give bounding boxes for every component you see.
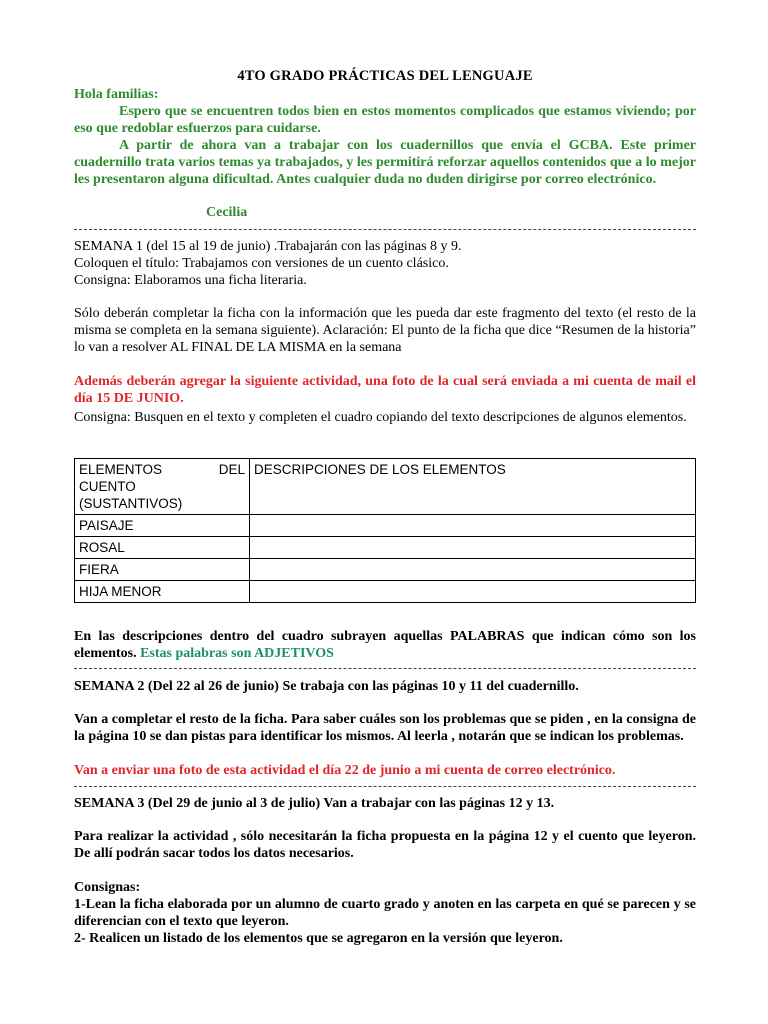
table-cell-description[interactable]	[250, 581, 696, 603]
table-header-descripciones: DESCRIPCIONES DE LOS ELEMENTOS	[250, 459, 696, 515]
consignas-label: Consignas:	[74, 880, 141, 895]
table-cell-element: HIJA MENOR	[75, 581, 250, 603]
consigna-label: Consigna:	[74, 273, 131, 288]
signature: Cecilia	[206, 205, 248, 220]
table-cell-description[interactable]	[250, 559, 696, 581]
intro-paragraph-2: A partir de ahora van a trabajar con los cuadernillos que envía el GCBA. Este primer cuadernillo trata varios temas ya trabajados, y les permitirá reforzar aquellos contenidos que a lo mejor les presentaron alguna dificultad. Antes cualquier duda no duden dirigirse por correo electrónico.	[74, 138, 696, 187]
actividad-red-date: 15 DE JUNIO	[96, 391, 181, 406]
actividad-red-text: Además deberán agregar la siguiente actividad, una foto de la cual será enviada a mi cuenta de mail el día	[74, 374, 696, 406]
page-title: 4TO GRADO PRÁCTICAS DEL LENGUAJE	[237, 68, 533, 84]
semana1-actividad-red	[74, 373, 696, 407]
table-cell-element: FIERA	[75, 559, 250, 581]
intro-paragraph-1: Espero que se encuentren todos bien en estos momentos complicados que estamos viviendo; por eso que redoblar esfuerzos para cuidarse.	[74, 104, 696, 136]
divider	[74, 229, 696, 230]
header-cuento-word: CUENTO	[79, 479, 136, 494]
greeting: Hola familias:	[74, 87, 159, 102]
header-del-word: DEL	[218, 462, 245, 477]
post-table-adjetivos: Estas palabras son ADJETIVOS	[140, 646, 334, 661]
header-elementos-word: ELEMENTOS	[79, 462, 163, 477]
titulo-label: Coloquen el título:	[74, 256, 179, 271]
elements-table	[74, 458, 696, 603]
post-table-text	[74, 628, 696, 662]
semana1-consigna	[74, 272, 696, 289]
table-cell-element: PAISAJE	[75, 515, 250, 537]
table-cell-description[interactable]	[250, 515, 696, 537]
header-sustantivos-word: (SUSTANTIVOS)	[79, 496, 183, 511]
table-row	[75, 515, 696, 537]
table-header-elementos	[75, 459, 250, 515]
post-table-instruction: En las descripciones dentro del cuadro subrayen aquellas PALABRAS que indican cómo son los elementos.	[74, 629, 696, 661]
table-row	[75, 537, 696, 559]
table-row	[75, 581, 696, 603]
table-cell-description[interactable]	[250, 537, 696, 559]
actividad-red-end: .	[180, 391, 184, 406]
consigna-1: 1-Lean la ficha elaborada por un alumno de cuarto grado y anoten en las carpeta en qué se parecen y se diferencian con el texto que leyeron.	[74, 897, 696, 929]
semana1-ficha-text: Sólo deberán completar la ficha con la información que les pueda dar este fragmento del texto (el resto de la misma se completa en la semana siguiente). Aclaración: El punto de la ficha que dice “Resumen de la historia” lo van a resolver AL FINAL DE LA MISMA en la semana	[74, 306, 696, 355]
consigna-2: 2- Realicen un listado de los elementos que se agregaron en la versión que leyeron.	[74, 931, 563, 946]
semana2-heading: SEMANA 2 (Del 22 al 26 de junio) Se trabaja con las páginas 10 y 11 del cuadernillo.	[74, 679, 579, 694]
consigna-value: Elaboramos una ficha literaria.	[130, 273, 307, 288]
titulo-value: Trabajamos con versiones de un cuento clásico.	[179, 256, 449, 271]
semana2-text: Van a completar el resto de la ficha. Para saber cuáles son los problemas que se piden , en la consigna de la página 10 se dan pistas para identificar los mismos. Al leerla , notarán que se indican los problemas.	[74, 712, 696, 744]
divider	[74, 668, 696, 669]
table-row	[75, 559, 696, 581]
semana1-titulo	[74, 255, 696, 272]
table-cell-element: ROSAL	[75, 537, 250, 559]
semana1-consigna2: Consigna: Busquen en el texto y completen el cuadro copiando del texto descripciones de algunos elementos.	[74, 410, 687, 425]
semana1-heading: SEMANA 1 (del 15 al 19 de junio) .Trabajarán con las páginas 8 y 9.	[74, 239, 462, 254]
table-header-row	[75, 459, 696, 515]
semana3-heading: SEMANA 3 (Del 29 de junio al 3 de julio) Van a trabajar con las páginas 12 y 13.	[74, 796, 555, 811]
semana2-red-note: Van a enviar una foto de esta actividad el día 22 de junio a mi cuenta de correo electrónico.	[74, 763, 616, 778]
semana3-text: Para realizar la actividad , sólo necesitarán la ficha propuesta en la página 12 y el cuento que leyeron. De allí podrán sacar todos los datos necesarios.	[74, 829, 696, 861]
divider	[74, 786, 696, 787]
